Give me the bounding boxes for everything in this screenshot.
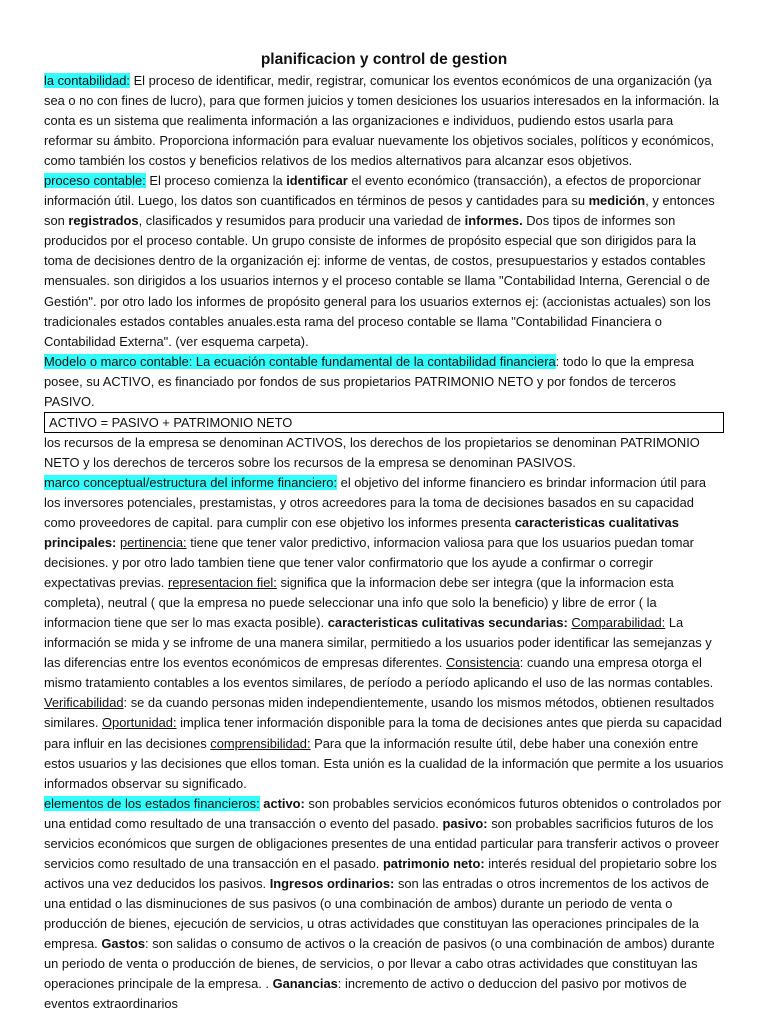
underlined-term: Comparabilidad: bbox=[571, 615, 666, 631]
paragraph bbox=[44, 412, 724, 433]
document-title: planificacion y control de gestion bbox=[260, 51, 508, 68]
text-run: son las entradas o otros incrementos de los activos de una entidad o las disminuciones de sus pasivos (o una combinación de ambos) durante un periodo de venta o producción de bienes, ejecución de servicios, u otras actividades que constituyan las operaciones principales de la empresa. bbox=[44, 875, 709, 951]
bold-term: caracteristicas cualitativas principales: bbox=[44, 514, 679, 551]
text-run: Dos tipos de informes son producidos por el proceso contable. Un grupo consiste de informes de propósito especial que son dirigidos para la toma de decisiones dentro de la organización ej: informe de ventas, de costos, presupuestarios y estados contables mensuales. son dirigidos a los usuarios internos y el proceso contable se llama "Contabilidad Interna, Gerencial o de Gestión". por otro lado los informes de propósito general para los usuarios externos ej: (accionistas actuales) son los tradicionales estados contables anuales.esta rama del proceso contable se llama "Contabilidad Financiera o Contabilidad Externa". (ver esquema carpeta). bbox=[44, 213, 711, 349]
text-run: el evento económico (transacción), a efectos de proporcionar información útil. Luego, los datos son cuantificados en términos de pesos y cantidades para su bbox=[44, 173, 702, 209]
underlined-term: Consistencia bbox=[445, 655, 520, 671]
text-run: implica tener información disponible para la toma de decisiones antes que pierda su capacidad para influir en las decisiones bbox=[44, 715, 722, 751]
bold-term: identificar bbox=[286, 173, 348, 189]
text-run: los recursos de la empresa se denominan ACTIVOS, los derechos de los propietarios se denominan PATRIMONIO NETO y los derechos de terceros sobre los recursos de la empresa se denominan PASIVOS. bbox=[44, 434, 700, 470]
bold-term: medición bbox=[588, 193, 646, 209]
highlighted-heading: marco conceptual/estructura del informe financiero: bbox=[44, 474, 338, 490]
text-run: el objetivo del informe financiero es brindar informacion útil para los inversores potenciales, prestamistas, y otros acreedores para la toma de decisiones basados en su capacidad como proveedores de capital. para cumplir con ese objetivo los informes presenta bbox=[44, 474, 707, 530]
document-body bbox=[44, 71, 724, 1014]
underlined-term: pertinencia: bbox=[119, 535, 187, 551]
underlined-term: Verificabilidad bbox=[44, 695, 124, 711]
underlined-term: representacion fiel: bbox=[167, 575, 277, 591]
highlighted-heading: proceso contable: bbox=[44, 173, 146, 189]
accounting-equation: ACTIVO = PASIVO + PATRIMONIO NETO bbox=[49, 414, 293, 430]
text-run: : cuando una empresa otorga el mismo tratamiento contables a los eventos similares, de período a período aplicando el uso de las normas contables. bbox=[44, 655, 714, 691]
text-run: El proceso de identificar, medir, registrar, comunicar los eventos económicos de una organización (ya sea o no con fines de lucro), para que formen juicios y tomen desiciones los usuarios interesados en la información. la conta es un sistema que realimenta información a las organizaciones e individuos, pudiendo estos usarla para reformar su ámbito. Proporciona información para evaluar nuevamente los objetivos sociales, políticos y económicos, como también los costos y beneficios relativos de los medios alternativos para alcanzar esos objetivos. bbox=[44, 73, 719, 169]
paragraph bbox=[44, 71, 724, 171]
bold-term: Gastos bbox=[101, 935, 146, 951]
underlined-term: Oportunidad: bbox=[102, 715, 177, 731]
text-run: : se da cuando personas miden independientemente, usando los mismos métodos, obtienen resultados similares. bbox=[44, 695, 715, 731]
highlighted-heading: Modelo o marco contable: La ecuación contable fundamental de la contabilidad financiera bbox=[44, 353, 556, 369]
text-run: son probables servicios económicos futuros obtenidos o controlados por una entidad como resultado de una transacción o evento del pasado. bbox=[44, 795, 722, 831]
text-run: La información se mida y se infrome de una manera similar, permitiedo a los usuarios poder identificar las semejanzas y las diferencias entre los eventos económicos de empresas diferentes. bbox=[44, 615, 712, 671]
text-run: : todo lo que la empresa posee, su ACTIVO, es financiado por fondos de sus propietarios PATRIMONIO NETO y por fondos de terceros PASIVO. bbox=[44, 353, 694, 409]
underlined-term: comprensibilidad: bbox=[210, 735, 311, 751]
text-run: tiene que tener valor predictivo, informacion valiosa para que los usuarios puedan tomar decisiones. y por otro lado tambien tiene que tener valor confirmatorio que los ayude a confirmar o corregir expectativas previas. bbox=[44, 535, 694, 591]
bold-term: pasivo: bbox=[442, 815, 488, 831]
text-run: interés residual del propietario sobre los activos una vez deducidos los pasivos. bbox=[44, 855, 717, 891]
text-run: significa que la informacion debe ser integra (que la informacion esta completa), neutral ( que la empresa no puede seleccionar una info que solo la beneficio) y libre de error ( la informacion tiene que ser lo mas exacta posible). bbox=[44, 575, 674, 631]
bold-term: patrimonio neto: bbox=[382, 855, 485, 871]
bold-term: activo: bbox=[263, 795, 305, 811]
highlighted-heading: la contabilidad: bbox=[44, 73, 130, 88]
highlighted-heading: elementos de los estados financieros: bbox=[44, 795, 260, 811]
paragraph bbox=[44, 473, 724, 794]
paragraph bbox=[44, 171, 724, 351]
text-run: El proceso comienza la bbox=[145, 173, 287, 189]
text-run: , y entonces son bbox=[44, 193, 715, 229]
bold-term: Ingresos ordinarios: bbox=[269, 875, 395, 891]
bold-term: informes. bbox=[464, 213, 523, 229]
bold-term: caracteristicas culitativas secundarias: bbox=[327, 615, 568, 631]
paragraph bbox=[44, 794, 724, 1015]
text-run: Para que la información resulte útil, debe haber una conexión entre estos usuarios y las decisiones que ellos toman. Esta unión es la cualidad de la información que permite a los usuarios informados observar su significado. bbox=[44, 735, 724, 791]
bold-term: registrados bbox=[68, 213, 139, 229]
text-run: , clasificados y resumidos para producir una variedad de bbox=[138, 213, 465, 229]
bold-term: Ganancias bbox=[272, 976, 338, 992]
paragraph bbox=[44, 433, 724, 473]
text-run: : son salidas o consumo de activos o la creación de pasivos (o una combinación de ambos) durante un periodo de venta o producción de bienes, de servicios, o por llevar a cabo otras actividades que constituyan las operaciones principale de la empresa. . bbox=[44, 935, 715, 992]
text-run: : incremento de activo o deduccion del pasivo por motivos de eventos extraordinarios bbox=[44, 976, 687, 1012]
text-run: son probables sacrificios futuros de los servicios económicos que surgen de obligaciones presentes de una entidad particular para transferir activos o proveer servicios como resultado de una transacción en el pasado. bbox=[44, 815, 719, 871]
paragraph bbox=[44, 352, 724, 412]
